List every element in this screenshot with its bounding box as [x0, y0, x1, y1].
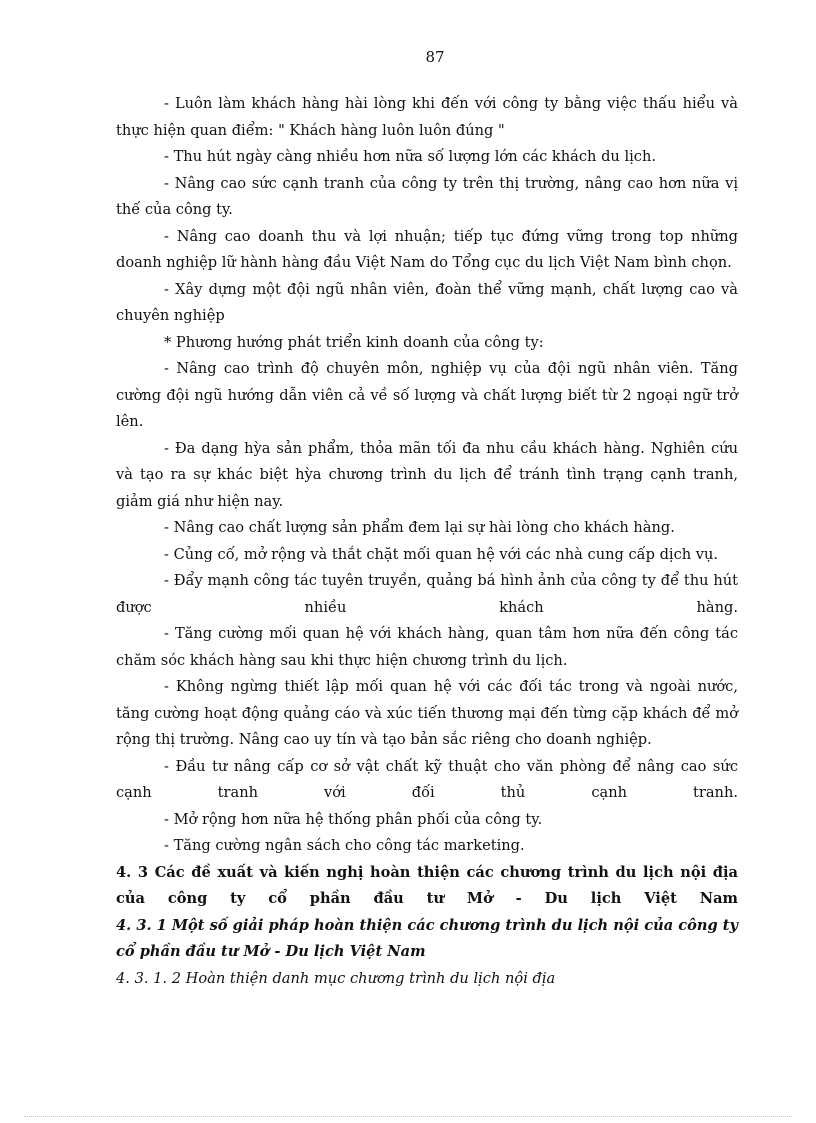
paragraph: - Nâng cao doanh thu và lợi nhuận; tiếp tục đứng vững trong top những doanh nghiệp lữ hành hàng đầu Việt Nam do Tổng cục du lịch Việt Nam bình chọn.	[116, 227, 738, 271]
paragraph: - Đầu tư nâng cấp cơ sở vật chất kỹ thuật cho văn phòng để nâng cao sức cạnh tranh với đối thủ cạnh tranh.	[116, 757, 738, 801]
paragraph: - Nâng cao trình độ chuyên môn, nghiệp vụ của đội ngũ nhân viên. Tăng cường đội ngũ hướng dẫn viên cả về số lượng và chất lượng biết từ 2 ngoại ngữ trở lên.	[116, 360, 738, 430]
paragraph: - Củng cố, mở rộng và thắt chặt mối quan hệ với các nhà cung cấp dịch vụ.	[164, 545, 719, 563]
paragraph: - Xây dựng một đội ngũ nhân viên, đoàn thể vững mạnh, chất lượng cao và chuyên nghiệp	[116, 280, 738, 324]
paragraph: - Nâng cao chất lượng sản phẩm đem lại sự hài lòng cho khách hàng.	[164, 519, 675, 536]
paragraph: - Nâng cao sức cạnh tranh của công ty trên thị trường, nâng cao hơn nữa vị thế của công ty.	[116, 174, 738, 218]
paragraph: - Không ngừng thiết lập mối quan hệ với các đối tác trong và ngoài nước, tăng cường hoạt động quảng cáo và xúc tiến thương mại đến từng cặp khách để mở rộng thị trường. Nâng cao uy tín và tạo bản sắc riêng cho doanh nghiệp.	[116, 678, 738, 748]
paragraph: - Luôn làm khách hàng hài lòng khi đến với công ty bằng việc thấu hiểu và thực hiện quan điểm: " Khách hàng luôn luôn đúng "	[116, 95, 738, 139]
paragraph: - Mở rộng hơn nữa hệ thống phân phối của công ty.	[164, 810, 543, 828]
paragraph: - Đa dạng hỳa sản phẩm, thỏa mãn tối đa nhu cầu khách hàng. Nghiên cứu và tạo ra sự khác biệt hỳa chương trình du lịch để tránh tình trạng cạnh tranh, giảm giá như hiện nay.	[116, 439, 738, 510]
document-body	[116, 91, 738, 992]
paragraph: - Tăng cường mối quan hệ với khách hàng, quan tâm hơn nữa đến công tác chăm sóc khách hàng sau khi thực hiện chương trình du lịch.	[116, 625, 738, 669]
subsubsection-heading: 4. 3. 1. 2 Hoàn thiện danh mục chương trình du lịch nội địa	[116, 969, 556, 987]
paragraph: - Đẩy mạnh công tác tuyên truyền, quảng bá hình ảnh của công ty để thu hút được nhiều khách hàng.	[116, 572, 738, 616]
page-number: 87	[425, 48, 445, 66]
paragraph: - Tăng cường ngân sách cho công tác marketing.	[164, 837, 525, 854]
section-heading: 4. 3 Các đề xuất và kiến nghị hoàn thiện các chương trình du lịch nội địa của công ty cổ phần đầu tư Mở - Du lịch Việt Nam	[116, 863, 738, 907]
page-bottom-rule	[24, 1116, 792, 1117]
subsection-heading: 4. 3. 1 Một số giải pháp hoàn thiện các chương trình du lịch nội của công ty cổ phần đầu tư Mở - Du lịch Việt Nam	[116, 916, 738, 960]
paragraph: - Thu hút ngày càng nhiều hơn nữa số lượng lớn các khách du lịch.	[164, 148, 657, 165]
subheading-direction: * Phương hướng phát triển kinh doanh của công ty:	[164, 333, 544, 351]
